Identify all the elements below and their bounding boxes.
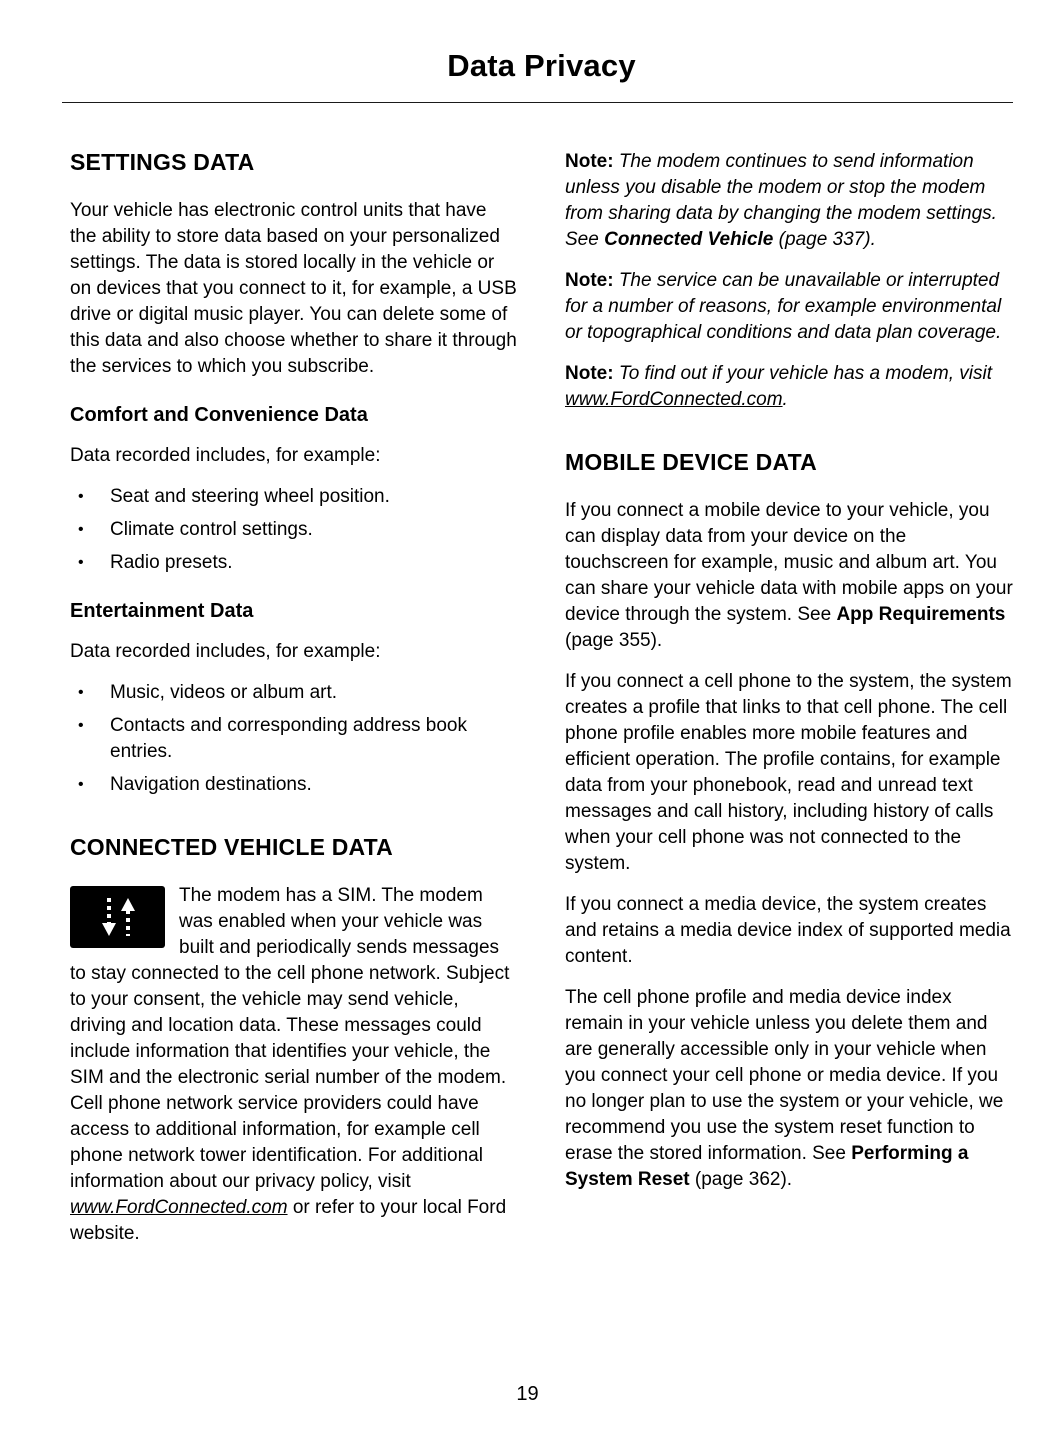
list-item: • Contacts and corresponding address book entries.	[70, 713, 518, 765]
text-segment: If you connect a cell phone to the system, the system creates a profile that links to that cell phone. The cell phone profile enables more mobile features and efficient operation. The profile contains, for example data from your phonebook, read and unread text messages and call history, including history of calls when your cell phone was not connected to the system.	[565, 671, 1012, 874]
page-number: 19	[516, 1383, 539, 1405]
two-column-layout	[70, 149, 1013, 1262]
text-segment: Note:	[565, 363, 619, 384]
heading-comfort-convenience-data: Comfort and Convenience Data	[70, 404, 368, 426]
text-segment: To find out if your vehicle has a modem, visit	[618, 363, 992, 384]
fordconnected-link[interactable]: www.FordConnected.com	[70, 1197, 288, 1218]
text-segment: App Requirements	[836, 604, 1006, 625]
mobile-device-paragraph	[565, 498, 1013, 654]
connected-vehicle-body	[70, 883, 518, 1247]
note-modem-settings	[565, 149, 1013, 253]
list-item: • Climate control settings.	[70, 517, 518, 543]
page-title: Data Privacy	[447, 48, 636, 83]
note-modem-check	[565, 361, 1013, 413]
text-segment: or refer to your local Ford website.	[70, 1197, 507, 1244]
text-segment: (page 362).	[689, 1169, 793, 1190]
modem-data-transfer-icon	[70, 886, 165, 948]
heading-connected-vehicle-data: CONNECTED VEHICLE DATA	[70, 834, 393, 860]
text-segment: The modem continues to send information unless you disable the modem or stop the modem from sharing data by changing the modem settings. See	[565, 151, 997, 250]
left-column	[70, 149, 518, 1262]
text-segment: Connected Vehicle	[604, 229, 774, 250]
heading-entertainment-data: Entertainment Data	[70, 600, 254, 622]
heading-settings-data: SETTINGS DATA	[70, 149, 255, 175]
text-segment: The service can be unavailable or interrupted for a number of reasons, for example environmental or topographical conditions and data plan coverage.	[565, 270, 1002, 343]
list-item: • Radio presets.	[70, 550, 518, 576]
fordconnected-link[interactable]: www.FordConnected.com	[565, 389, 783, 410]
text-segment: Note:	[565, 151, 619, 172]
note-service-availability	[565, 268, 1013, 346]
list-item: • Music, videos or album art.	[70, 680, 518, 706]
comfort-data-intro: Data recorded includes, for example:	[70, 445, 381, 466]
system-reset-paragraph	[565, 985, 1013, 1193]
text-segment: If you connect a media device, the system creates and retains a media device index of supported media content.	[565, 894, 1011, 967]
heading-mobile-device-data: MOBILE DEVICE DATA	[565, 449, 817, 475]
text-segment: Note:	[565, 270, 619, 291]
comfort-data-list	[70, 484, 518, 576]
settings-data-intro: Your vehicle has electronic control units that have the ability to store data based on your personalized settings. The data is stored locally in the vehicle or on devices that you connect to it, for example, a USB drive or digital music player. You can delete some of this data and also choose whether to share it through the services to which you subscribe.	[70, 200, 517, 377]
cell-phone-profile-paragraph	[565, 669, 1013, 877]
list-item: • Navigation destinations.	[70, 772, 518, 798]
list-item: • Seat and steering wheel position.	[70, 484, 518, 510]
text-segment: If you connect a mobile device to your vehicle, you can display data from your device on the touchscreen for example, music and album art. You can share your vehicle data with mobile apps on your device through the system. See	[565, 500, 1013, 625]
text-segment: (page 355).	[565, 630, 663, 651]
text-segment: The modem has a SIM. The modem was enabled when your vehicle was built and periodically sends messages to stay connected to the cell phone network. Subject to your consent, the vehicle may send vehicle, driving and location data. These messages could include information that identifies your vehicle, the SIM and the electronic serial number of the modem. Cell phone network service providers could have access to additional information, for example cell phone network tower identification. For additional information about our privacy policy, visit	[70, 885, 510, 1192]
text-segment: Performing a System Reset	[565, 1143, 969, 1190]
right-column	[565, 149, 1013, 1262]
entertainment-data-list	[70, 680, 518, 798]
text-segment: (page 337).	[773, 229, 876, 250]
title-divider	[62, 102, 1013, 103]
text-segment: .	[782, 389, 788, 410]
entertainment-data-intro: Data recorded includes, for example:	[70, 641, 381, 662]
text-segment: The cell phone profile and media device index remain in your vehicle unless you delete them and are generally accessible only in your vehicle when you connect your cell phone or media device. If you no longer plan to use the system or your vehicle, we recommend you use the system reset function to erase the stored information. See	[565, 987, 1004, 1164]
media-device-paragraph	[565, 892, 1013, 970]
